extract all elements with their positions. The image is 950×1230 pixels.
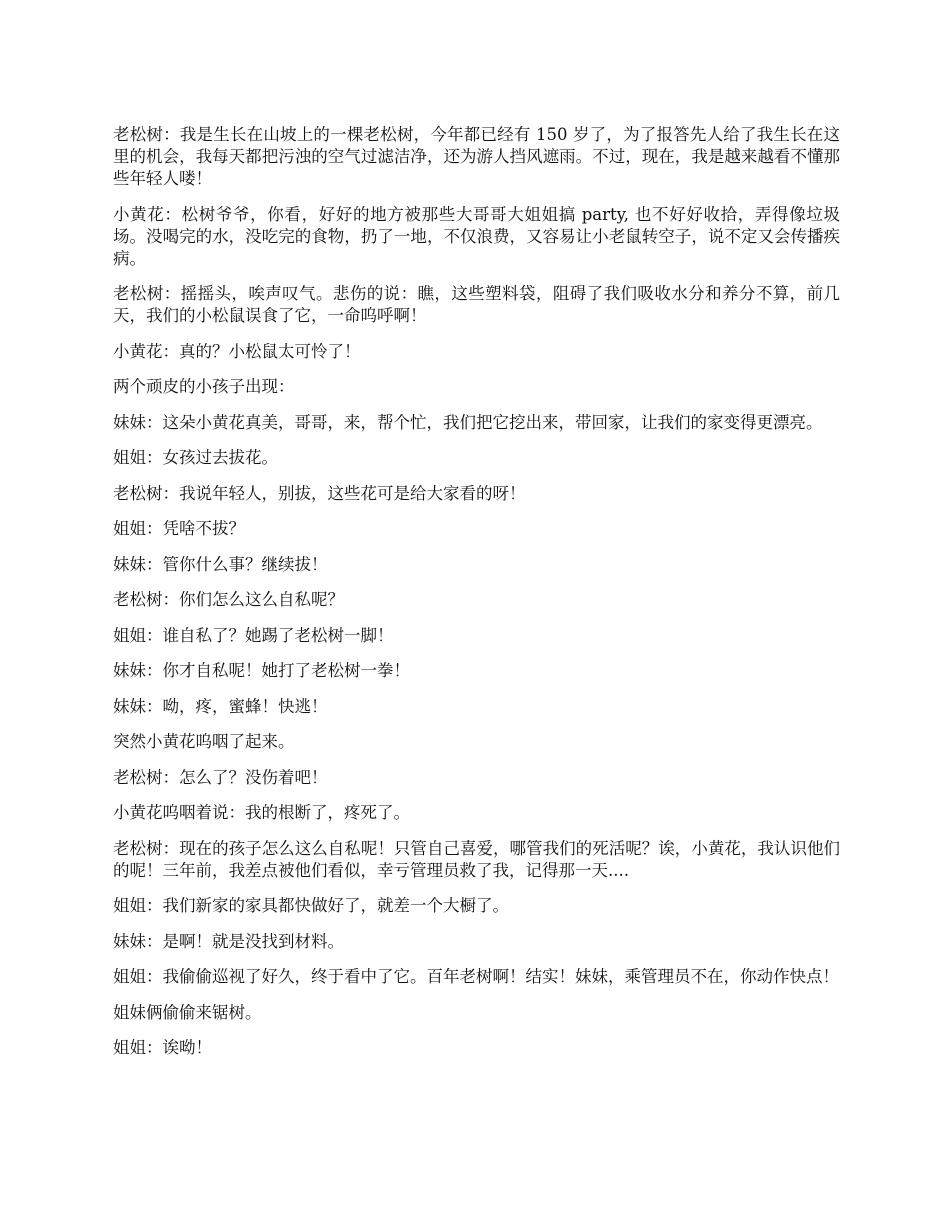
paragraph-10: 妹妹：管你什么事？继续拔！ bbox=[113, 554, 328, 574]
paragraph-17: 小黄花呜咽着说：我的根断了，疼死了。 bbox=[113, 803, 410, 822]
paragraph-9: 姐姐：凭啥不拔？ bbox=[113, 519, 245, 538]
paragraph-23: 姐姐：诶呦！ bbox=[113, 1038, 212, 1057]
paragraph-6: 妹妹：这朵小黄花真美，哥哥，来，帮个忙，我们把它挖出来，带回家，让我们的家变得更漂亮。 bbox=[113, 412, 823, 432]
paragraph-15: 突然小黄花呜咽了起来。 bbox=[113, 732, 295, 751]
paragraph-11: 老松树：你们怎么这么自私呢？ bbox=[113, 590, 344, 609]
paragraph-12: 姐姐：谁自私了？她踢了老松树一脚！ bbox=[113, 625, 394, 645]
paragraph-21: 姐姐：我偷偷巡视了好久，终于看中了它。百年老树啊！结实！妹妹，乘管理员不在，你动作快点！ bbox=[113, 967, 839, 986]
paragraph-13: 妹妹：你才自私呢！她打了老松树一拳！ bbox=[113, 661, 410, 680]
paragraph-16: 老松树：怎么了？没伤着吧！ bbox=[113, 767, 328, 787]
paragraph-20: 妹妹：是啊！就是没找到材料。 bbox=[113, 931, 344, 951]
paragraph-4: 小黄花：真的？小松鼠太可怜了！ bbox=[113, 341, 361, 361]
paragraph-5: 两个顽皮的小孩子出现： bbox=[113, 377, 295, 396]
paragraph-3: 老松树：摇摇头，唉声叹气。悲伤的说：瞧，这些塑料袋，阻碍了我们吸收水分和养分不算，前几天，我们的小松鼠误食了它，一命呜呼啊！ bbox=[113, 284, 840, 325]
document-body bbox=[113, 124, 840, 1073]
paragraph-1: 老松树：我是生长在山坡上的一棵老松树，今年都已经有 150 岁了，为了报答先人给了我生长在这里的机会，我每天都把污浊的空气过滤洁净，还为游人挡风遮雨。不过，现在，我是越来越看不懂那些年轻人喽！ bbox=[113, 125, 840, 188]
paragraph-7: 姐姐：女孩过去拔花。 bbox=[113, 448, 278, 467]
paragraph-2: 小黄花：松树爷爷，你看，好好的地方被那些大哥哥大姐姐搞 party, 也不好好收拾，弄得像垃圾场。没喝完的水，没吃完的食物，扔了一地，不仅浪费，又容易让小老鼠转空子，说不定又会传播疾病。 bbox=[113, 204, 840, 268]
paragraph-8: 老松树：我说年轻人，别拔，这些花可是给大家看的呀！ bbox=[113, 483, 526, 503]
paragraph-19: 姐姐：我们新家的家具都快做好了，就差一个大橱了。 bbox=[113, 896, 509, 915]
paragraph-22: 姐妹俩偷偷来锯树。 bbox=[113, 1002, 262, 1022]
paragraph-18: 老松树：现在的孩子怎么这么自私呢！只管自己喜爱，哪管我们的死活呢？诶，小黄花，我认识他们的呢！三年前，我差点被他们看似，幸亏管理员救了我，记得那一天.... bbox=[113, 838, 840, 880]
paragraph-14: 妹妹：呦，疼，蜜蜂！快逃！ bbox=[113, 696, 328, 716]
